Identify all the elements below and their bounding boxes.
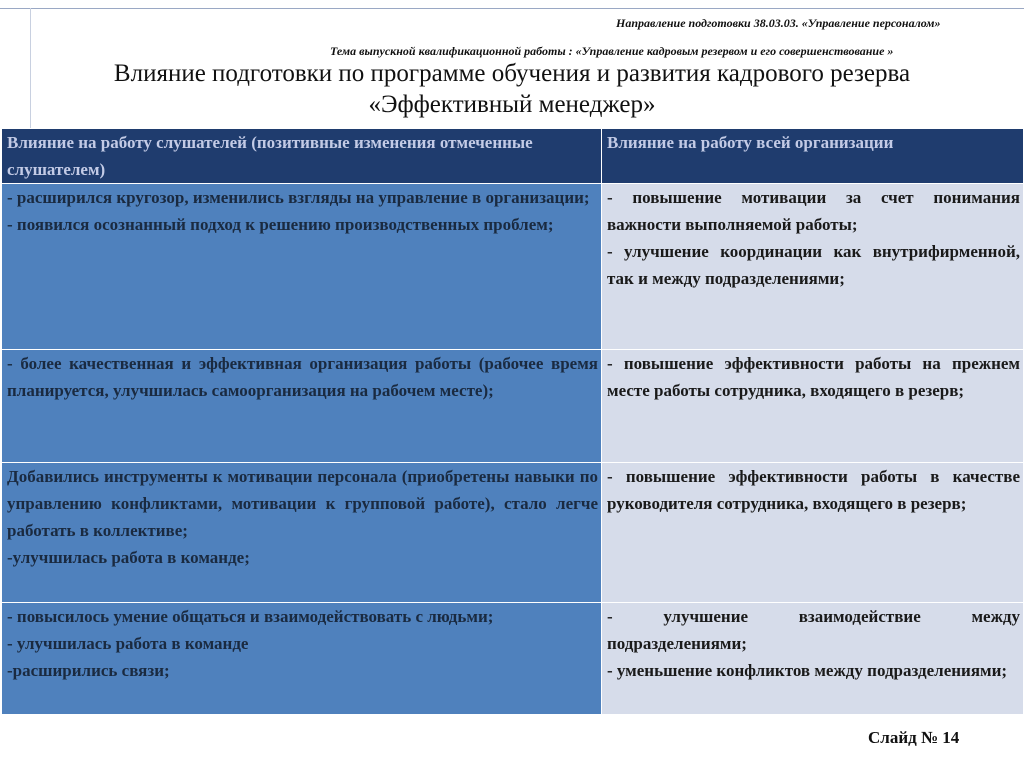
cell-line: - уменьшение конфликтов между подразделениями;: [607, 661, 1008, 680]
table-header-row: [2, 129, 1024, 184]
slide-title-line-1: Влияние подготовки по программе обучения и развития кадрового резерва: [113, 60, 911, 87]
table-cell-left: [2, 463, 602, 603]
table-cell-right: [602, 350, 1024, 463]
cell-line: - улучшение координации как внутрифирменной, так и между подразделениями;: [607, 242, 1020, 288]
table-cell-left: [2, 184, 602, 350]
top-rule: [0, 8, 1024, 9]
cell-line: - улучшение взаимодействие между подразделениями;: [607, 607, 1020, 653]
table-cell-right: [602, 463, 1024, 603]
impact-table: [1, 128, 1024, 715]
cell-line: - повысилось умение общаться и взаимодействовать с людьми;: [7, 607, 494, 626]
thesis-topic: Тема выпускной квалификационной работы : «Управление кадровым резервом и его совершенствование »: [330, 44, 894, 58]
table-cell-left: [2, 603, 602, 715]
table-cell-right: [602, 603, 1024, 715]
cell-line: - повышение мотивации за счет понимания важности выполняемой работы;: [607, 188, 1020, 234]
cell-line: - более качественная и эффективная организация работы (рабочее время планируется, улучшилась самоорганизация на рабочем месте);: [7, 354, 598, 400]
table-row: [2, 463, 1024, 603]
slide-number: Слайд № 14: [868, 728, 960, 747]
column-header-listeners: Влияние на работу слушателей (позитивные изменения отмеченные слушателем): [2, 129, 602, 184]
cell-line: - расширился кругозор, изменились взгляды на управление в организации;: [7, 188, 590, 207]
cell-line: - появился осознанный подход к решению производственных проблем;: [7, 215, 554, 234]
slide-title-line-2: «Эффективный менеджер»: [368, 91, 656, 118]
table-cell-right: [602, 184, 1024, 350]
cell-line: -расширились связи;: [7, 661, 170, 680]
cell-line: -улучшилась работа в команде;: [7, 548, 250, 567]
cell-line: - повышение эффективности работы на прежнем месте работы сотрудника, входящего в резерв;: [607, 354, 1020, 400]
table-row: [2, 603, 1024, 715]
cell-line: Добавились инструменты к мотивации персонала (приобретены навыки по управлению конфликтами, мотивации к групповой работе), стало легче работать в коллективе;: [7, 467, 598, 540]
table-row: [2, 350, 1024, 463]
cell-line: - улучшилась работа в команде: [7, 634, 249, 653]
training-direction: Направление подготовки 38.03.03. «Управление персоналом»: [616, 16, 941, 30]
column-header-organization: Влияние на работу всей организации: [602, 129, 1024, 184]
cell-line: - повышение эффективности работы в качестве руководителя сотрудника, входящего в резерв;: [607, 467, 1020, 513]
table-row: [2, 184, 1024, 350]
slide-title: [0, 58, 1024, 120]
table-cell-left: [2, 350, 602, 463]
